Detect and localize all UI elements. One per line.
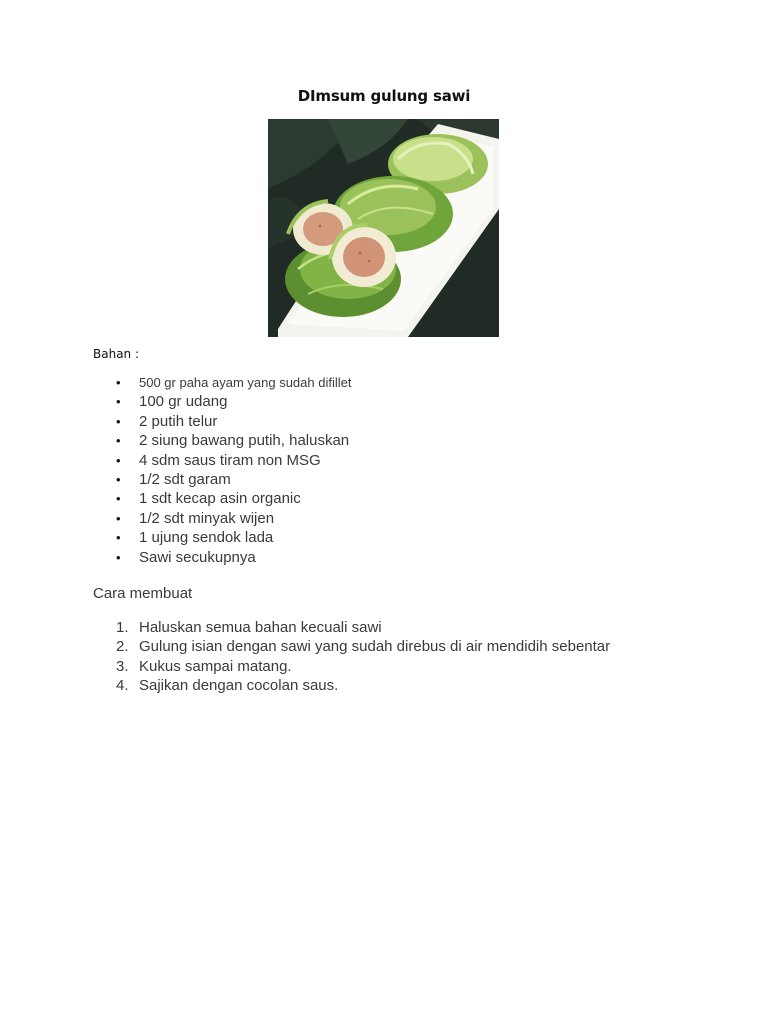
ingredient-item xyxy=(93,431,351,450)
step-text: Gulung isian dengan sawi yang sudah direbus di air mendidih sebentar xyxy=(139,638,611,656)
ingredient-item xyxy=(93,528,351,547)
step-item xyxy=(93,676,610,695)
ingredient-item xyxy=(93,451,351,470)
method-heading: Cara membuat xyxy=(93,585,193,602)
ingredient-text: 1 ujung sendok lada xyxy=(139,529,274,547)
steps-list xyxy=(93,618,610,696)
dimsum-photo xyxy=(268,119,499,337)
bullet-icon: • xyxy=(116,530,121,546)
ingredients-list xyxy=(93,373,351,567)
ingredient-item xyxy=(93,548,351,567)
ingredient-text: 500 gr paha ayam yang sudah difillet xyxy=(139,375,352,390)
bullet-icon: • xyxy=(116,413,121,429)
ingredient-item xyxy=(93,470,351,489)
ingredient-item xyxy=(93,392,351,411)
step-number: 1. xyxy=(116,619,129,636)
ingredient-text: 2 siung bawang putih, haluskan xyxy=(139,432,350,450)
ingredient-text: 100 gr udang xyxy=(139,393,228,411)
ingredient-text: 1/2 sdt minyak wijen xyxy=(139,509,275,527)
bullet-icon: • xyxy=(116,549,121,565)
bullet-icon: • xyxy=(116,433,121,449)
ingredient-item xyxy=(93,509,351,528)
ingredients-label: Bahan : xyxy=(93,347,140,361)
ingredient-text: Sawi secukupnya xyxy=(139,548,256,566)
step-item xyxy=(93,637,610,656)
bullet-icon: • xyxy=(116,375,121,390)
step-item xyxy=(93,618,610,637)
bullet-icon: • xyxy=(116,394,121,410)
ingredient-item xyxy=(93,412,351,431)
bullet-icon: • xyxy=(116,471,121,487)
step-number: 2. xyxy=(116,638,129,656)
step-text: Kukus sampai matang. xyxy=(139,657,292,675)
ingredient-text: 1/2 sdt garam xyxy=(139,470,231,488)
step-item xyxy=(93,657,610,676)
bullet-icon: • xyxy=(116,510,121,526)
bullet-icon: • xyxy=(116,491,121,507)
ingredient-text: 1 sdt kecap asin organic xyxy=(139,490,301,508)
bullet-icon: • xyxy=(116,452,121,468)
ingredient-item xyxy=(93,373,351,392)
recipe-title: DImsum gulung sawi xyxy=(297,87,471,105)
step-text: Sajikan dengan cocolan saus. xyxy=(139,677,339,695)
ingredient-text: 4 sdm saus tiram non MSG xyxy=(139,451,321,469)
step-text: Haluskan semua bahan kecuali sawi xyxy=(139,619,382,636)
ingredient-text: 2 putih telur xyxy=(139,412,218,430)
step-number: 3. xyxy=(116,657,129,675)
ingredient-item xyxy=(93,489,351,508)
step-number: 4. xyxy=(116,677,129,695)
